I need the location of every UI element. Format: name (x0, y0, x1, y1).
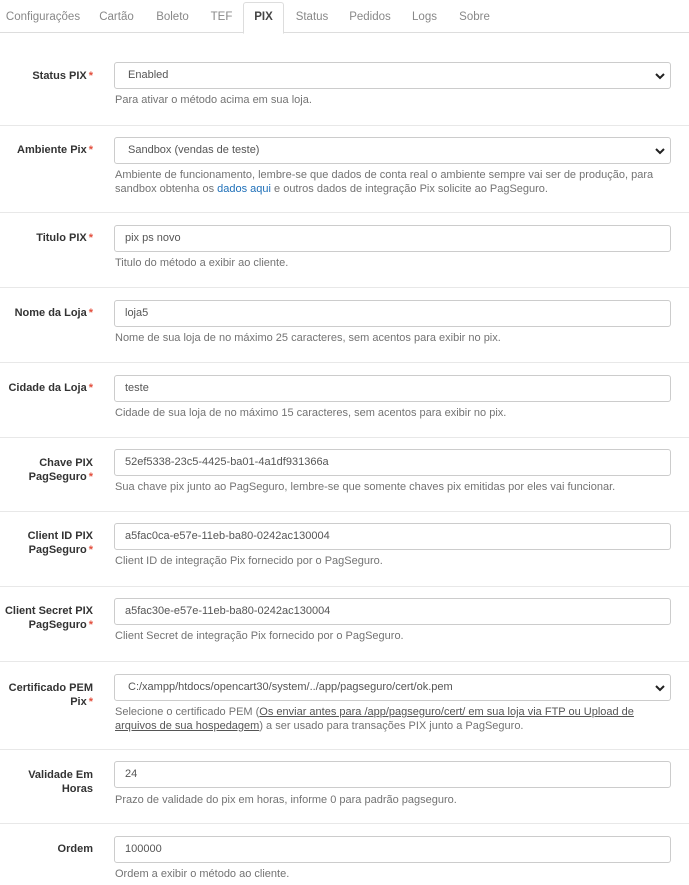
tab-tef[interactable]: TEF (210, 11, 233, 23)
dados-aqui-link[interactable]: dados aqui (217, 183, 271, 195)
nome-loja-label: Nome da Loja * (14, 307, 93, 319)
ambiente-help: Ambiente de funcionamento, lembre-se que dados de conta real o ambiente sempre vai ser de produção, para sandbox obtenha os dados aqui e outros dados de integração Pix solicite ao PagSeguro. (115, 169, 654, 195)
chevron-down-icon (654, 145, 666, 157)
upload-instructions-link[interactable]: Os enviar antes para /app/pagseguro/cert/ em sua loja via FTP ou Upload de arquivos de sua hospedagem (115, 706, 634, 732)
status-select[interactable]: Enabled (114, 62, 671, 89)
nome-loja-help: Nome de sua loja de no máximo 25 caracteres, sem acentos para exibir no pix. (115, 332, 501, 344)
client-secret-label: Client Secret PIX PagSeguro * (4, 605, 93, 631)
titulo-help: Titulo do método a exibir ao cliente. (115, 257, 289, 269)
form-row-validade (0, 750, 689, 824)
ordem-label: Ordem (57, 843, 93, 855)
tab-bar (0, 0, 689, 33)
ordem-help: Ordem a exibir o método ao cliente. (115, 868, 290, 880)
form-row-client-secret (0, 587, 689, 662)
chave-label: Chave PIX PagSeguro * (28, 457, 93, 483)
form-row-certificado (0, 662, 689, 750)
tab-sobre[interactable]: Sobre (459, 11, 490, 23)
client-id-help: Client ID de integração Pix fornecido por o PagSeguro. (115, 555, 383, 567)
chave-input[interactable]: 52ef5338-23c5-4425-ba01-4a1df931366a (114, 449, 671, 476)
client-secret-input[interactable]: a5fac30e-e57e-11eb-ba80-0242ac130004 (114, 598, 671, 625)
ordem-input[interactable]: 100000 (114, 836, 671, 863)
form-row-status (0, 33, 689, 126)
validade-input[interactable]: 24 (114, 761, 671, 788)
certificado-help: Selecione o certificado PEM (Os enviar antes para /app/pagseguro/cert/ em sua loja via FTP ou Upload de arquivos de sua hospedagem) a ser usado para transações PIX junto a PagSeguro. (115, 706, 634, 732)
chevron-down-icon (654, 682, 666, 694)
form-row-titulo (0, 213, 689, 288)
chevron-down-icon (654, 70, 666, 82)
titulo-label: Titulo PIX * (36, 232, 93, 244)
nome-loja-input[interactable]: loja5 (114, 300, 671, 327)
status-label: Status PIX * (32, 70, 93, 82)
certificado-label: Certificado PEM Pix * (8, 682, 93, 708)
form-row-client-id (0, 512, 689, 587)
ambiente-select[interactable]: Sandbox (vendas de teste) (114, 137, 671, 164)
client-secret-help: Client Secret de integração Pix fornecido por o PagSeguro. (115, 630, 404, 642)
tab-logs[interactable]: Logs (412, 11, 437, 23)
tab-cartao[interactable]: Cartão (99, 11, 134, 23)
chave-help: Sua chave pix junto ao PagSeguro, lembre-se que somente chaves pix emitidas por eles vai funcionar. (115, 481, 616, 493)
form-row-cidade-loja (0, 363, 689, 438)
tab-configuracoes[interactable]: Configurações (5, 11, 81, 23)
form-row-nome-loja (0, 288, 689, 363)
validade-label: Validade Em Horas (28, 769, 93, 795)
cidade-loja-input[interactable]: teste (114, 375, 671, 402)
status-help: Para ativar o método acima em sua loja. (115, 94, 312, 106)
cidade-loja-help: Cidade de sua loja de no máximo 15 caracteres, sem acentos para exibir no pix. (115, 407, 507, 419)
certificado-select[interactable]: C:/xampp/htdocs/opencart30/system/../app/pagseguro/cert/ok.pem (114, 674, 671, 701)
form-row-ordem (0, 824, 689, 885)
client-id-label: Client ID PIX PagSeguro * (27, 530, 93, 556)
tab-status[interactable]: Status (295, 11, 329, 23)
tab-boleto[interactable]: Boleto (156, 11, 189, 23)
titulo-input[interactable]: pix ps novo (114, 225, 671, 252)
ambiente-label: Ambiente Pix * (17, 144, 93, 156)
tab-pix[interactable]: PIX (243, 2, 284, 34)
tab-pedidos[interactable]: Pedidos (349, 11, 391, 23)
form-row-ambiente (0, 126, 689, 213)
cidade-loja-label: Cidade da Loja * (8, 382, 93, 394)
validade-help: Prazo de validade do pix em horas, informe 0 para padrão pagseguro. (115, 794, 457, 806)
form-row-chave (0, 438, 689, 512)
client-id-input[interactable]: a5fac0ca-e57e-11eb-ba80-0242ac130004 (114, 523, 671, 550)
